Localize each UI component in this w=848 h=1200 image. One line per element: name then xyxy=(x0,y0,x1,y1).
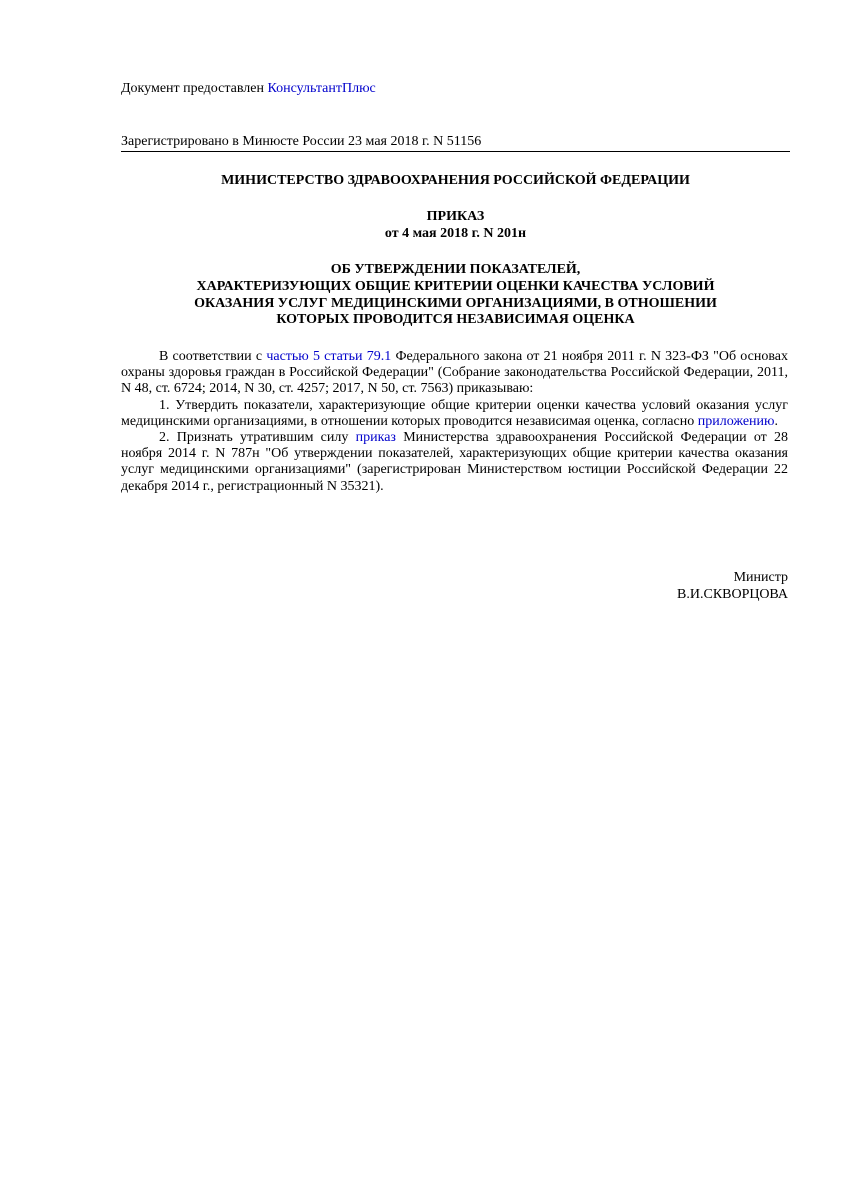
order-subject xyxy=(121,262,790,329)
order-title: ПРИКАЗ xyxy=(426,209,485,224)
item-2-text-end: Министерства здравоохранения Российской Федерации от 28 ноября 2014 г. N 787н "Об утверждении показателей, характеризующих общие критерии качества оказания услуг медицинскими организациями" (зарегистрирован Министерством юстиции Российской Федерации 22 декабря 2014 г., регистрационный N 35321). xyxy=(121,430,788,494)
provided-by-line xyxy=(121,81,721,97)
preamble-text-end: Федерального закона от 21 ноября 2011 г. N 323-ФЗ "Об основах охраны здоровья граждан в Российской Федерации" (Собрание законодательства Российской Федерации, 2011, N 48, ст. 6724; 2014, N 30, ст. 4257; 2017, N 50, ст. 7563) приказываю: xyxy=(121,349,788,397)
ministry-title: МИНИСТЕРСТВО ЗДРАВООХРАНЕНИЯ РОССИЙСКОЙ ФЕДЕРАЦИИ xyxy=(221,173,690,188)
signature-block xyxy=(121,570,788,603)
registration-line: Зарегистрировано в Минюсте России 23 мая 2018 г. N 51156 xyxy=(121,134,790,152)
item-2-text-start: 2. Признать утратившим силу xyxy=(159,430,356,446)
previous-order-link[interactable]: приказ xyxy=(355,430,396,446)
law-article-link[interactable]: частью 5 статьи 79.1 xyxy=(266,349,392,364)
provided-by-text: Документ предоставлен xyxy=(121,81,268,96)
consultant-plus-link[interactable]: КонсультантПлюс xyxy=(267,81,376,96)
order-date: от 4 мая 2018 г. N 201н xyxy=(384,226,527,241)
order-body xyxy=(121,349,788,495)
item-1-paragraph xyxy=(121,398,788,430)
item-1-text-start: 1. Утвердить показатели, характеризующие общие критерии оценки качества условий оказания услуг медицинскими организациями, в отношении которых проводится независимая оценка, согласно xyxy=(121,397,788,429)
item-2-paragraph xyxy=(121,430,788,495)
signature-name: В.И.СКВОРЦОВА xyxy=(677,586,788,602)
item-1-text-end: . xyxy=(774,413,778,429)
subject-line-3: ОКАЗАНИЯ УСЛУГ МЕДИЦИНСКИМИ ОРГАНИЗАЦИЯМИ, В ОТНОШЕНИИ xyxy=(194,295,717,311)
preamble-paragraph xyxy=(121,349,788,398)
signature-position: Министр xyxy=(733,570,788,585)
preamble-text-start: В соответствии с xyxy=(159,349,267,364)
subject-line-2: ХАРАКТЕРИЗУЮЩИХ ОБЩИЕ КРИТЕРИИ ОЦЕНКИ КАЧЕСТВА УСЛОВИЙ xyxy=(196,278,715,294)
subject-line-4: КОТОРЫХ ПРОВОДИТСЯ НЕЗАВИСИМАЯ ОЦЕНКА xyxy=(276,312,635,328)
subject-line-1: ОБ УТВЕРЖДЕНИИ ПОКАЗАТЕЛЕЙ, xyxy=(330,262,581,277)
appendix-link[interactable]: приложению xyxy=(697,413,775,429)
